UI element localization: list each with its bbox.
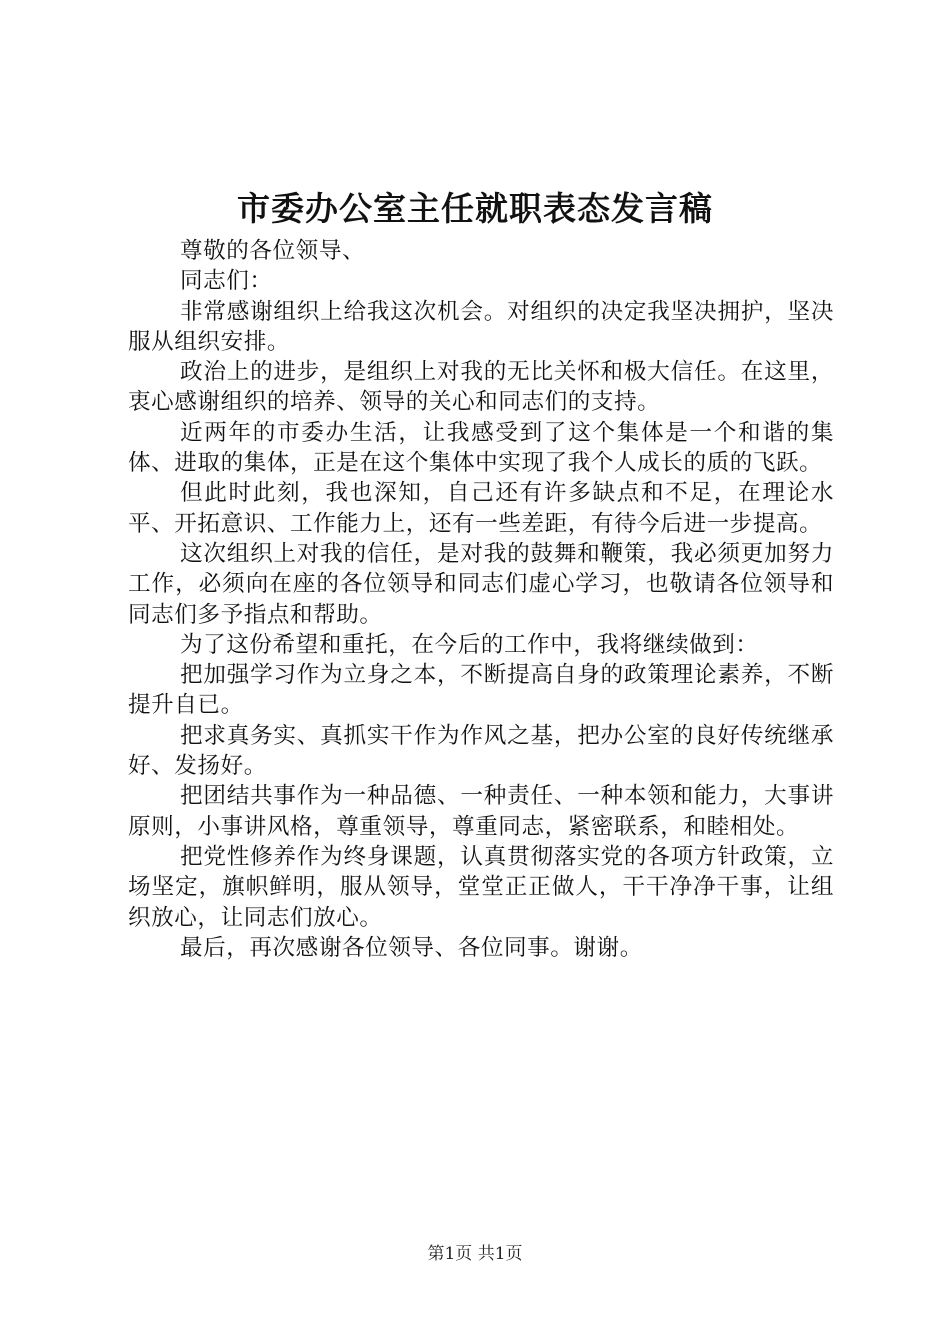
paragraph: 这次组织上对我的信任，是对我的鼓舞和鞭策，我必须更加努力工作，必须向在座的各位领导和同志们虚心学习，也敬请各位领导和同志们多予指点和帮助。: [128, 540, 834, 628]
paragraph: 为了这份希望和重托，在今后的工作中，我将继续做到：: [179, 631, 759, 658]
paragraph: 但此时此刻，我也深知，自己还有许多缺点和不足，在理论水平、开拓意识、工作能力上，还有一些差距，有待今后进一步提高。: [128, 480, 834, 537]
page-number-footer: 第1页 共1页: [427, 1244, 523, 1264]
paragraph: 非常感谢组织上给我这次机会。对组织的决定我坚决拥护，坚决服从组织安排。: [128, 298, 834, 355]
paragraph-salutation-1: 尊敬的各位领导、: [179, 238, 366, 264]
paragraph: 把加强学习作为立身之本，不断提高自身的政策理论素养，不断提升自已。: [128, 662, 834, 719]
paragraph: 政治上的进步，是组织上对我的无比关怀和极大信任。在这里，衷心感谢组织的培养、领导的关心和同志们的支持。: [128, 359, 834, 416]
document-body: [128, 236, 834, 963]
paragraph-closing: 最后，再次感谢各位领导、各位同事。谢谢。: [179, 934, 643, 961]
paragraph: 把求真务实、真抓实干作为作风之基，把办公室的良好传统继承好、发扬好。: [128, 722, 834, 780]
paragraph: 把党性修养作为终身课题，认真贯彻落实党的各项方针政策，立场坚定，旗帜鲜明，服从领导，堂堂正正做人，干干净净干事，让组织放心，让同志们放心。: [128, 843, 834, 931]
paragraph: 近两年的市委办生活，让我感受到了这个集体是一个和谐的集体、进取的集体，正是在这个集体中实现了我个人成长的质的飞跃。: [128, 419, 834, 477]
paragraph-salutation-2: 同志们：: [179, 268, 273, 295]
paragraph: 把团结共事作为一种品德、一种责任、一种本领和能力，大事讲原则，小事讲风格，尊重领导，尊重同志，紧密联系，和睦相处。: [128, 783, 834, 840]
document-title: 市委办公室主任就职表态发言稿: [237, 189, 713, 228]
